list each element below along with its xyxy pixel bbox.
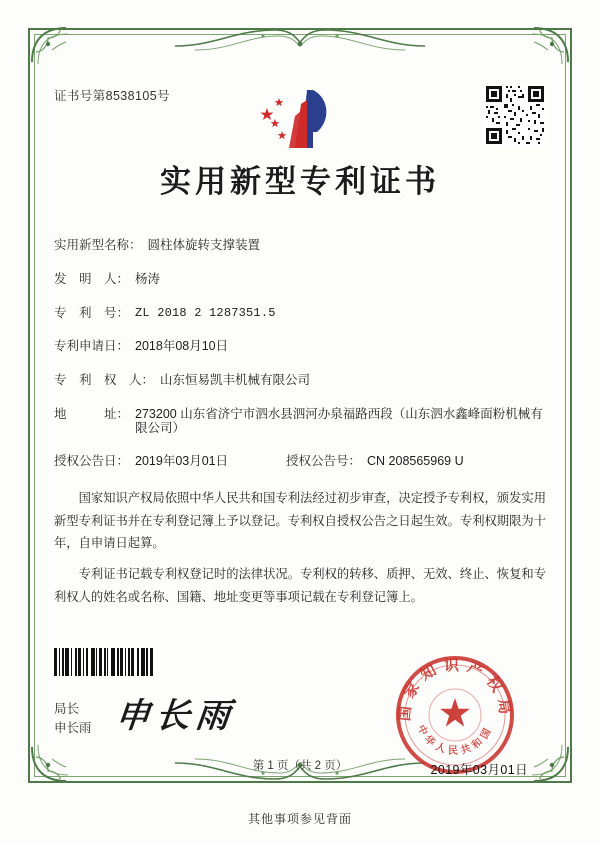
field-label: 发 明 人： bbox=[54, 271, 130, 286]
field-value: 2019年03月01日 bbox=[135, 454, 229, 469]
certificate-number: 证书号第8538105号 bbox=[54, 89, 170, 103]
field-label: 授权公告号： bbox=[286, 454, 362, 469]
field-label: 专 利 权 人： bbox=[54, 373, 155, 387]
field-label: 专 利 号： bbox=[54, 305, 130, 320]
cnipa-logo-icon bbox=[255, 86, 345, 164]
signature-role: 局长 bbox=[54, 702, 80, 716]
field-label: 地 址： bbox=[54, 406, 130, 421]
field-label: 授权公告日： bbox=[54, 454, 130, 469]
handwritten-signature: 申长雨 bbox=[113, 696, 238, 736]
field-grant-date bbox=[54, 455, 286, 469]
field-utility-model-name bbox=[54, 239, 546, 253]
paragraph: 国家知识产权局依照中华人民共和国专利法经过初步审查，决定授予专利权，颁发实用新型专利证书并在专利登记簿上予以登记。专利权自授权公告之日起生效。专利权期限为十年，自申请日起算。 bbox=[54, 491, 546, 551]
field-application-date bbox=[54, 340, 546, 354]
field-patentee bbox=[54, 374, 546, 388]
field-label: 专利申请日： bbox=[54, 339, 130, 354]
page-title: 实用新型专利证书 bbox=[160, 164, 440, 200]
field-list bbox=[54, 239, 546, 469]
field-value: 杨涛 bbox=[135, 271, 161, 286]
svg-text:国家知识产权局: 国家知识产权局 bbox=[395, 656, 515, 722]
qr-code bbox=[484, 84, 546, 146]
field-grant-publication-number bbox=[286, 455, 464, 469]
svg-text:中华人民共和国: 中华人民共和国 bbox=[414, 723, 496, 757]
barcode bbox=[54, 648, 170, 676]
legal-text bbox=[54, 487, 546, 609]
field-address bbox=[54, 408, 546, 436]
seal-date: 2019年03月01日 bbox=[430, 763, 528, 777]
page-number: 第 1 页（共 2 页） bbox=[252, 760, 348, 772]
field-value: 圆柱体旋转支撑装置 bbox=[147, 238, 261, 252]
field-label: 实用新型名称： bbox=[54, 238, 142, 252]
field-value: CN 208565969 U bbox=[367, 454, 464, 469]
field-value: ZL 2018 2 1287351.5 bbox=[135, 305, 276, 320]
paragraph: 专利证书记载专利权登记时的法律状况。专利权的转移、质押、无效、终止、恢复和专利权人的姓名或名称、国籍、地址变更等事项记载在专利登记簿上。 bbox=[54, 567, 546, 604]
field-patent-number bbox=[54, 307, 546, 321]
certificate-content bbox=[54, 60, 546, 777]
top-flourish-icon bbox=[175, 20, 425, 54]
field-value: 273200 山东省济宁市泗水县泗河办泉福路西段（山东泗水鑫峰面粉机械有限公司） bbox=[135, 406, 543, 435]
field-grant-row bbox=[54, 455, 546, 469]
field-value: 山东恒易凯丰机械有限公司 bbox=[160, 373, 311, 387]
footer-note: 其他事项参见背面 bbox=[247, 812, 352, 826]
signature-name: 申长雨 bbox=[54, 721, 92, 736]
field-value: 2018年08月10日 bbox=[135, 339, 229, 354]
signature-block bbox=[54, 700, 92, 739]
field-inventor bbox=[54, 273, 546, 287]
